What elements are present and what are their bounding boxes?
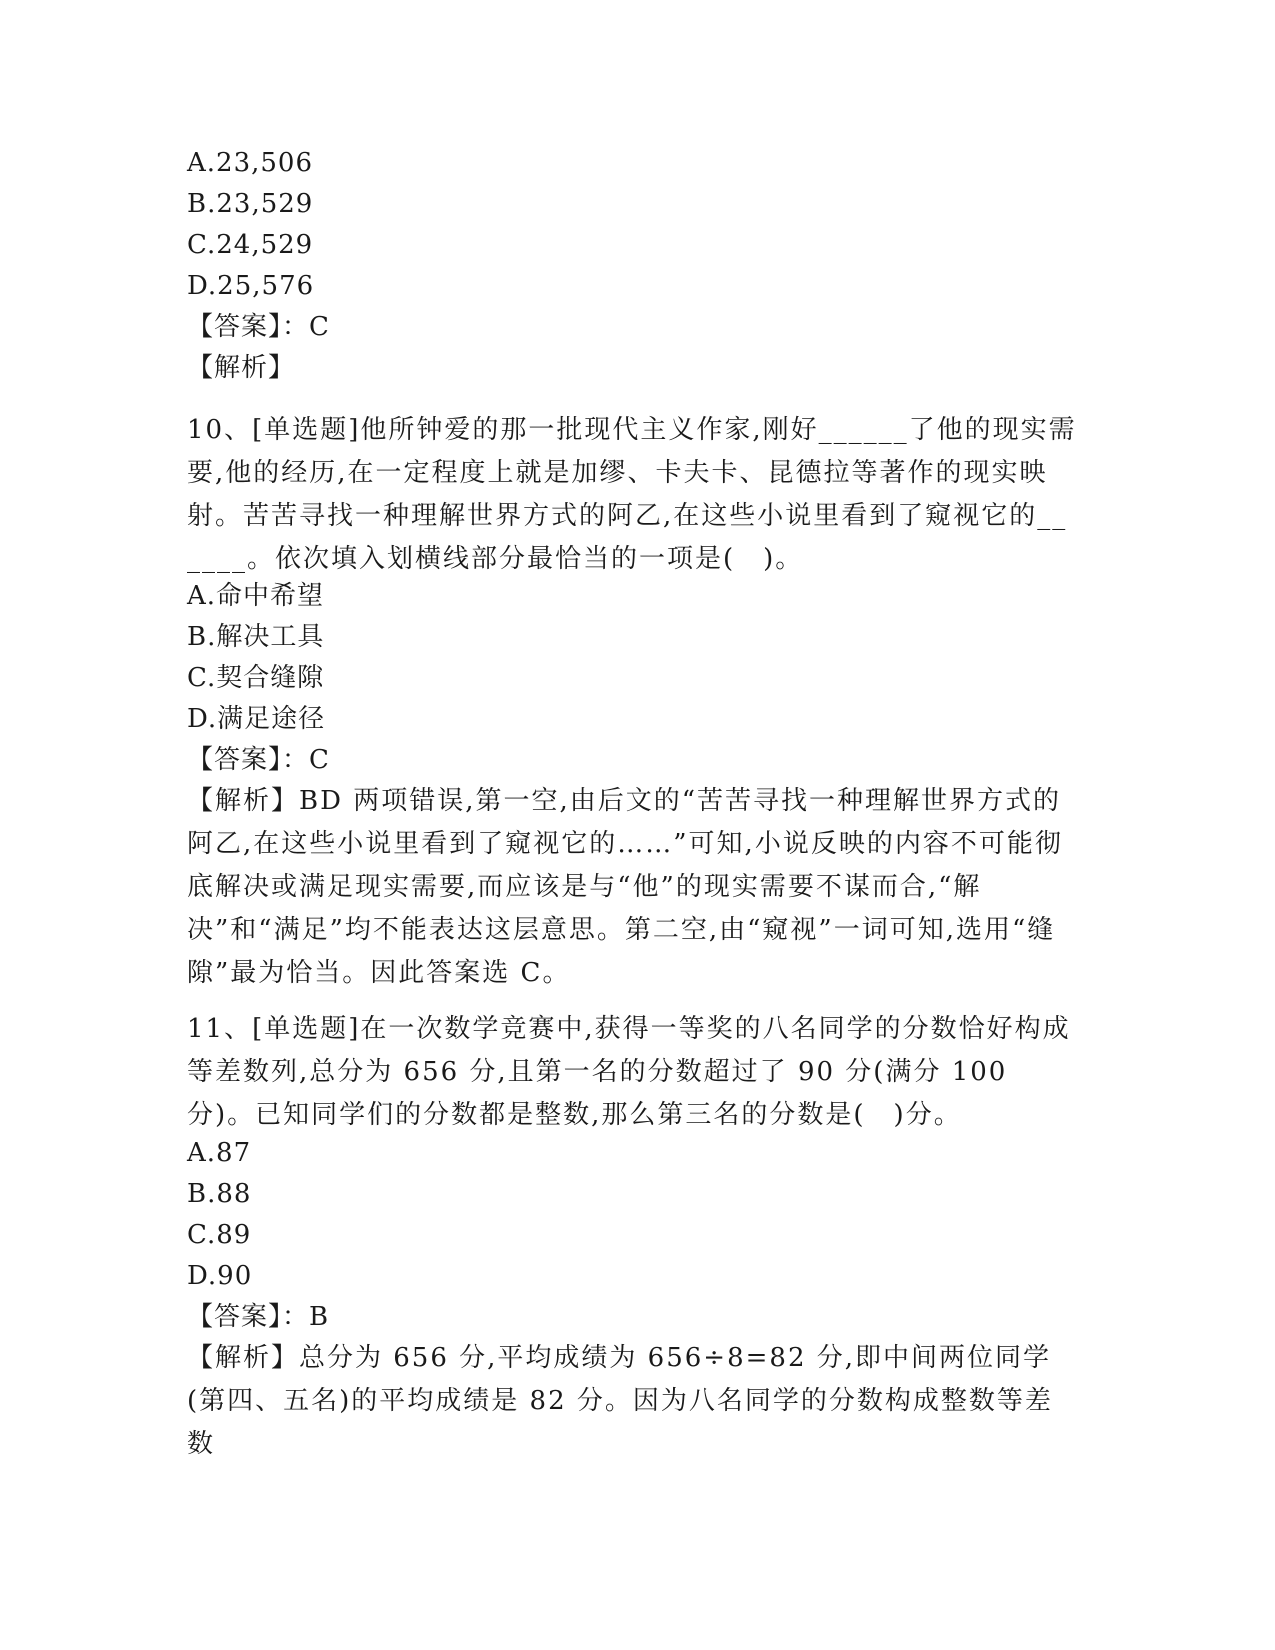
q9-option-b: B.23,529 xyxy=(187,189,314,219)
q10-analysis: 【解析】BD 两项错误,第一空,由后文的“苦苦寻找一种理解世界方式的阿乙,在这些小说里看到了窥视它的……”可知,小说反映的内容不可能彻底解决或满足现实需要,而应该是与“他”的现实需要不谋而合,“解决”和“满足”均不能表达这层意思。第二空,由“窥视”一词可知,选用“缝隙”最为恰当。因此答案选 C。 xyxy=(187,786,1063,988)
q9-answer: 【答案】：C xyxy=(187,312,330,342)
q9-option-d: D.25,576 xyxy=(187,271,315,301)
q11-option-d: D.90 xyxy=(187,1261,253,1291)
q10-stem: 10、[单选题]他所钟爱的那一批现代主义作家,刚好______了他的现实需要,他的经历,在一定程度上就是加缪、卡夫卡、昆德拉等著作的现实映射。苦苦寻找一种理解世界方式的阿乙,在这些小说里看到了窥视它的______。依次填入划横线部分最恰当的一项是( )。 xyxy=(187,415,1077,574)
q10-option-a: A.命中希望 xyxy=(187,581,325,611)
q10-option-b: B.解决工具 xyxy=(187,622,325,652)
q10-option-c: C.契合缝隙 xyxy=(187,663,325,693)
q11-option-a: A.87 xyxy=(187,1138,252,1168)
q11-analysis: 【解析】总分为 656 分,平均成绩为 656÷8=82 分,即中间两位同学(第四、五名)的平均成绩是 82 分。因为八名同学的分数构成整数等差数 xyxy=(187,1343,1053,1459)
q11-option-c: C.89 xyxy=(187,1220,252,1250)
q9-analysis: 【解析】 xyxy=(187,353,296,383)
q11-stem: 11、[单选题]在一次数学竞赛中,获得一等奖的八名同学的分数恰好构成等差数列,总分为 656 分,且第一名的分数超过了 90 分(满分 100 分)。已知同学们的分数都是整数,那么第三名的分数是( )分。 xyxy=(187,1014,1071,1130)
q10-option-d: D.满足途径 xyxy=(187,704,326,734)
q11-option-b: B.88 xyxy=(187,1179,252,1209)
q11-answer: 【答案】：B xyxy=(187,1302,330,1332)
q9-option-c: C.24,529 xyxy=(187,230,314,260)
q9-option-a: A.23,506 xyxy=(187,148,314,178)
q10-answer: 【答案】：C xyxy=(187,745,330,775)
